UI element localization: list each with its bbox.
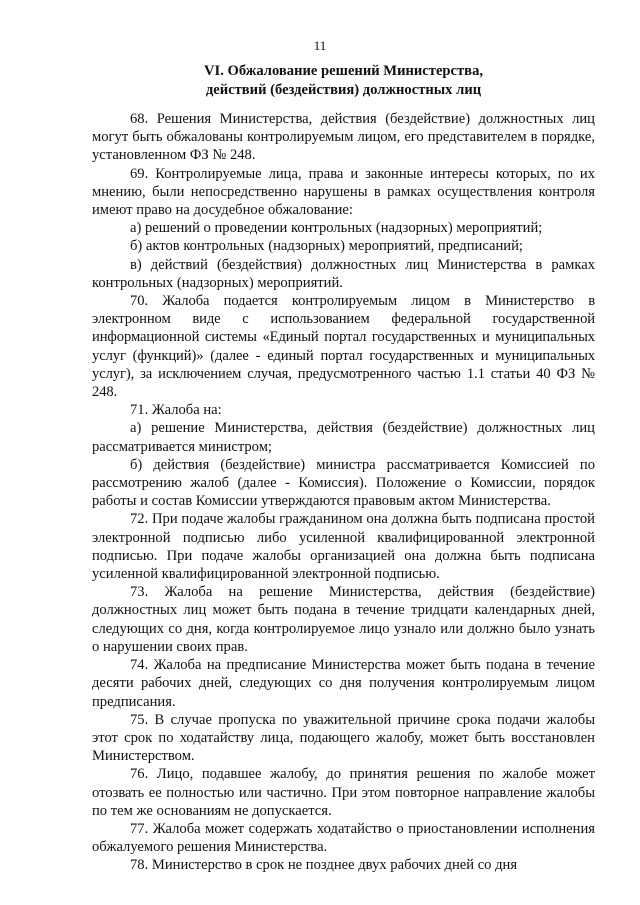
section-heading-line-1: VI. Обжалование решений Министерства, bbox=[203, 63, 484, 79]
paragraph-69: 69. Контролируемые лица, права и законные интересы которых, по их мнению, были непосредственно нарушены в рамках осуществления контроля имеют право на досудебное обжалование: bbox=[92, 165, 595, 219]
paragraph-77: 77. Жалоба может содержать ходатайство о приостановлении исполнения обжалуемого решения Министерства. bbox=[92, 820, 595, 856]
document-body bbox=[92, 110, 595, 875]
list-item-71b: б) действия (бездействие) министра рассматривается Комиссией по рассмотрению жалоб (далее - Комиссия). Положение о Комиссии, порядок работы и состав Комиссии утверждаются правовым актом Министерства. bbox=[92, 456, 595, 510]
list-item-71a: а) решение Министерства, действия (бездействие) должностных лиц рассматривается министром; bbox=[92, 420, 595, 455]
list-item-69b: б) актов контрольных (надзорных) мероприятий, предписаний; bbox=[130, 238, 523, 255]
paragraph-71: 71. Жалоба на: bbox=[130, 402, 222, 419]
page-number: 11 bbox=[313, 38, 327, 53]
paragraph-74: 74. Жалоба на предписание Министерства может быть подана в течение десяти рабочих дней, следующих со дня получения контролируемым лицом предписания. bbox=[92, 657, 595, 710]
paragraph-73: 73. Жалоба на решение Министерства, действия (бездействие) должностных лиц может быть подана в течение тридцати календарных дней, следующих со дня, когда контролируемое лицо узнало или должно было узнать о нарушении своих прав. bbox=[92, 584, 595, 655]
list-item-69a: а) решений о проведении контрольных (надзорных) мероприятий; bbox=[130, 220, 543, 237]
paragraph-68: 68. Решения Министерства, действия (бездействие) должностных лиц могут быть обжалованы контролируемым лицом, его представителем в порядке, установленном ФЗ № 248. bbox=[92, 111, 595, 164]
paragraph-76: 76. Лицо, подавшее жалобу, до принятия решения по жалобе может отозвать ее полностью или частично. При этом повторное направление жалобы по тем же основаниям не допускается. bbox=[92, 766, 595, 819]
paragraph-78: 78. Министерство в срок не позднее двух рабочих дней со дня bbox=[130, 857, 518, 874]
section-heading-line-2: действий (бездействия) должностных лиц bbox=[205, 82, 482, 98]
list-item-69c: в) действий (бездействия) должностных лиц Министерства в рамках контрольных (надзорных) мероприятий. bbox=[92, 256, 595, 291]
paragraph-70: 70. Жалоба подается контролируемым лицом в Министерство в электронном виде с использованием федеральной государственной информационной системы «Единый портал государственных и муниципальных услуг (функций)» (далее - единый портал государственных и муниципальных услуг), за исключением случая, предусмотренного частью 1.1 статьи 40 ФЗ № 248. bbox=[92, 293, 595, 401]
paragraph-75: 75. В случае пропуска по уважительной причине срока подачи жалобы этот срок по ходатайству лица, подающего жалобу, может быть восстановлен Министерством. bbox=[92, 711, 595, 765]
section-heading bbox=[92, 62, 595, 100]
paragraph-72: 72. При подаче жалобы гражданином она должна быть подписана простой электронной подписью либо усиленной квалифицированной электронной подписью. При подаче жалобы организацией она должна быть подписана усиленной квалифицированной электронной подписью. bbox=[92, 511, 595, 583]
